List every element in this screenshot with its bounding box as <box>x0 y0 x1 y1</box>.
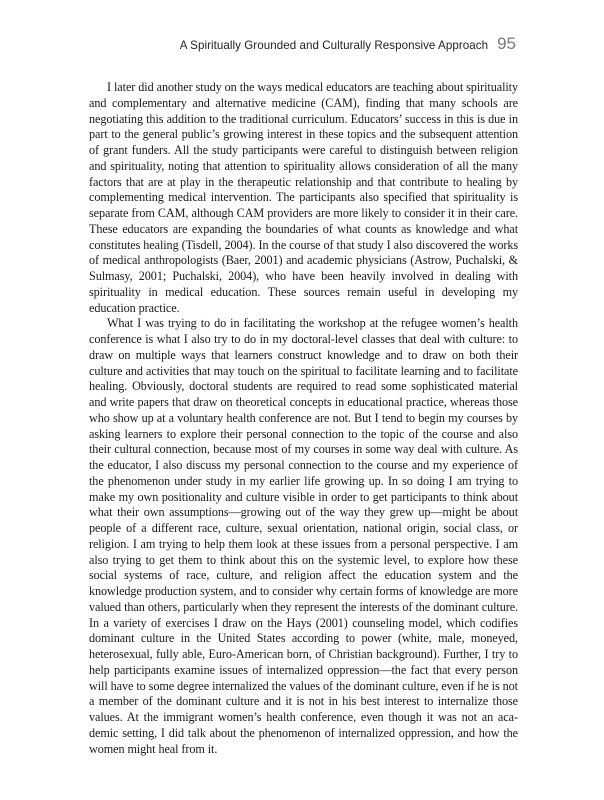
running-head <box>180 34 516 54</box>
paragraph-1: I later did another study on the ways medical educators are teaching about spirituality and complementary and alternative medicine (CAM), finding that many schools are negotiating this addition to the traditional curriculum. Educators’ success in this is due in part to the general public’s growing interest in these topics and the subsequent attention of grant funders. All the study participants were careful to distinguish between religion and spirituality, noting that attention to spirituality allows consideration of all the many factors that are at play in the therapeutic relationship and that contribute to healing by complementing medical intervention. The participants also specified that spirituality is separate from CAM, although CAM providers are more likely to consider it in their care. These educators are expanding the boundaries of what counts as knowledge and what constitutes healing (Tisdell, 2004). In the course of that study I also discovered the works of medical anthropologists (Baer, 2001) and academic physicians (Astrow, Puchalski, & Sulmasy, 2001; Puchalski, 2004), who have been heavily involved in dealing with spirituality in medical education. These sources remain useful in developing my education practice. <box>89 80 518 315</box>
page-number: 95 <box>497 34 516 53</box>
body-text <box>89 80 518 757</box>
running-title: A Spiritually Grounded and Culturally Responsive Approach <box>179 39 489 52</box>
paragraph-2: What I was trying to do in facilitating the workshop at the refugee women’s health conference is what I also try to do in my doctoral-level classes that deal with culture: to draw on multiple ways that learners construct knowledge and to draw on both their culture and activities that may touch on the spiritual to facilitate learning and to facilitate healing. Obviously, doctoral students are required to read some sophisticated material and write papers that draw on theoretical concepts in educational practice, whereas those who show up at a voluntary health conference are not. But I tend to begin my courses by asking learners to explore their personal connection to the topic of the course and also their cultural connection, because most of my courses in some way deal with culture. As the educator, I also discuss my personal connection to the course and my experience of the phenomenon under study in my earlier life growing up. In so doing I am trying to make my own positionality and culture visible in order to get participants to think about what their own assumptions—growing out of the way they grew up—might be about people of a different race, culture, sexual orientation, national origin, social class, or religion. I am trying to help them look at these issues from a personal perspective. I am also trying to get them to think about this on the systemic level, to explore how these social systems of race, culture, and religion affect the education system and the knowledge production system, and to consider why certain forms of knowledge are more valued than others, particularly when they represent the interests of the dominant culture. In a variety of exercises I draw on the Hays (2001) counseling model, which codifies dominant culture in the United States according to power (white, male, moneyed, heterosexual, fully able, Euro-American born, of Christian background). Further, I try to help participants examine issues of internalized oppression—the fact that every person will have to some degree internalized the values of the dominant culture, even if he is not a member of the dominant culture and it is not in his best interest to internalize those values. At the immigrant women’s health conference, even though it was not an academic setting, I did talk about the phenomenon of internalized oppression, and how the women might heal from it. <box>89 316 518 756</box>
